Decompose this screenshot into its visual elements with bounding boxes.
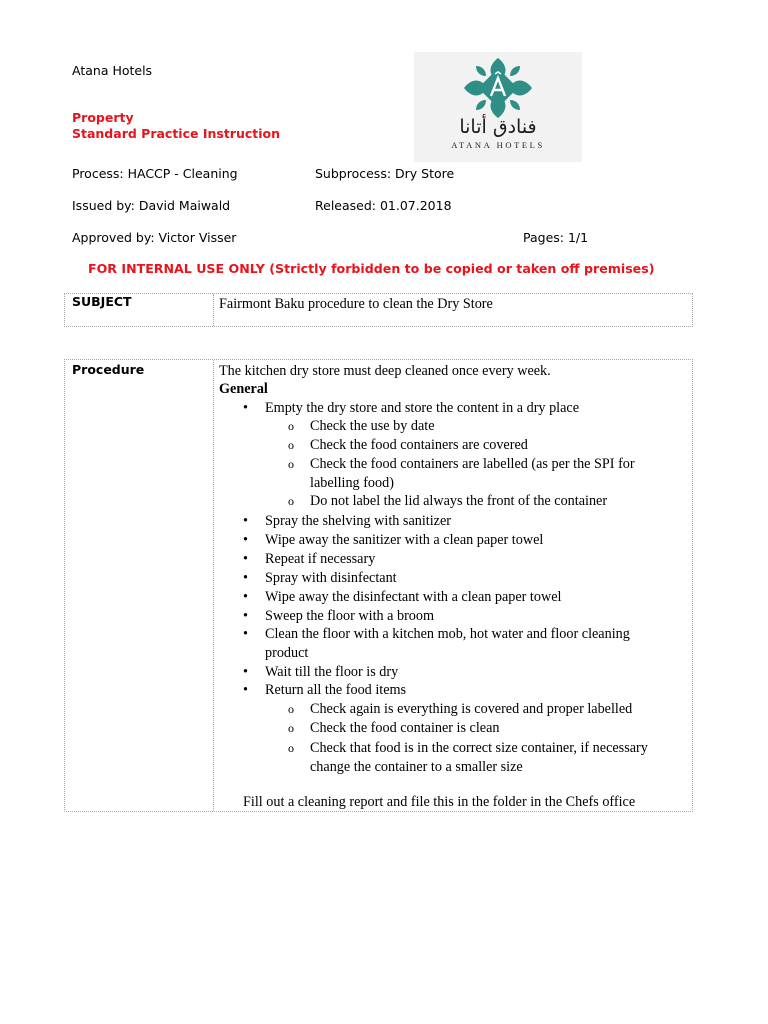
procedure-bullet-item: • Wait till the floor is dry bbox=[265, 663, 398, 681]
logo-arabic-text: فنادق أتانا bbox=[459, 116, 537, 138]
procedure-bullet-item: • Spray with disinfectant bbox=[265, 569, 397, 587]
procedure-sub-item: o Do not label the lid always the front of the container bbox=[310, 492, 607, 510]
property-heading: Property bbox=[72, 110, 134, 125]
subprocess-field: Subprocess: Dry Store bbox=[315, 166, 455, 181]
procedure-bullet-item: • Spray the shelving with sanitizer bbox=[265, 512, 451, 530]
procedure-sub-item: o Check the food containers are labelled (as per the SPI for bbox=[310, 455, 635, 473]
atana-flower-logo-icon bbox=[462, 56, 534, 120]
subject-text: Fairmont Baku procedure to clean the Dry Store bbox=[219, 296, 493, 312]
procedure-label: Procedure bbox=[72, 362, 145, 377]
procedure-sub-item: o Check the food container is clean bbox=[310, 719, 500, 737]
subject-label: SUBJECT bbox=[72, 294, 132, 309]
subject-divider bbox=[213, 294, 214, 326]
process-field: Process: HACCP - Cleaning bbox=[72, 166, 238, 181]
procedure-item-continuation: change the container to a smaller size bbox=[310, 759, 523, 775]
procedure-bullet-item: • Wipe away the disinfectant with a clean paper towel bbox=[265, 588, 561, 606]
approved-by-field: Approved by: Victor Visser bbox=[72, 230, 237, 245]
procedure-intro: The kitchen dry store must deep cleaned once every week. bbox=[219, 363, 551, 379]
internal-use-notice: FOR INTERNAL USE ONLY (Strictly forbidden to be copied or taken off premises) bbox=[88, 261, 655, 276]
procedure-sub-item: o Check again is everything is covered and proper labelled bbox=[310, 700, 632, 718]
atana-hotels-logo bbox=[414, 52, 582, 162]
subject-table bbox=[64, 293, 693, 327]
spi-heading: Standard Practice Instruction bbox=[72, 126, 281, 141]
procedure-heading-general: General bbox=[219, 381, 268, 397]
procedure-table bbox=[64, 359, 693, 812]
procedure-footer: Fill out a cleaning report and file this in the folder in the Chefs office bbox=[243, 794, 636, 810]
procedure-bullet-item: • Empty the dry store and store the content in a dry place bbox=[265, 399, 579, 417]
procedure-sub-item: o Check the use by date bbox=[310, 417, 435, 435]
procedure-bullet-item: • Sweep the floor with a broom bbox=[265, 607, 434, 625]
released-field: Released: 01.07.2018 bbox=[315, 198, 452, 213]
issued-by-field: Issued by: David Maiwald bbox=[72, 198, 231, 213]
procedure-sub-item: o Check the food containers are covered bbox=[310, 436, 528, 454]
procedure-bullet-item: • Clean the floor with a kitchen mob, hot water and floor cleaning bbox=[265, 625, 630, 643]
logo-latin-text: ATANA HOTELS bbox=[451, 140, 545, 150]
company-name: Atana Hotels bbox=[72, 63, 153, 78]
procedure-bullet-item: • Wipe away the sanitizer with a clean paper towel bbox=[265, 531, 543, 549]
pages-field: Pages: 1/1 bbox=[523, 230, 589, 245]
procedure-item-continuation: labelling food) bbox=[310, 475, 394, 491]
procedure-bullet-item: • Return all the food items bbox=[265, 681, 406, 699]
procedure-bullet-item: • Repeat if necessary bbox=[265, 550, 375, 568]
procedure-content bbox=[65, 360, 692, 811]
procedure-item-continuation: product bbox=[265, 645, 309, 661]
procedure-sub-item: o Check that food is in the correct size container, if necessary bbox=[310, 739, 648, 757]
